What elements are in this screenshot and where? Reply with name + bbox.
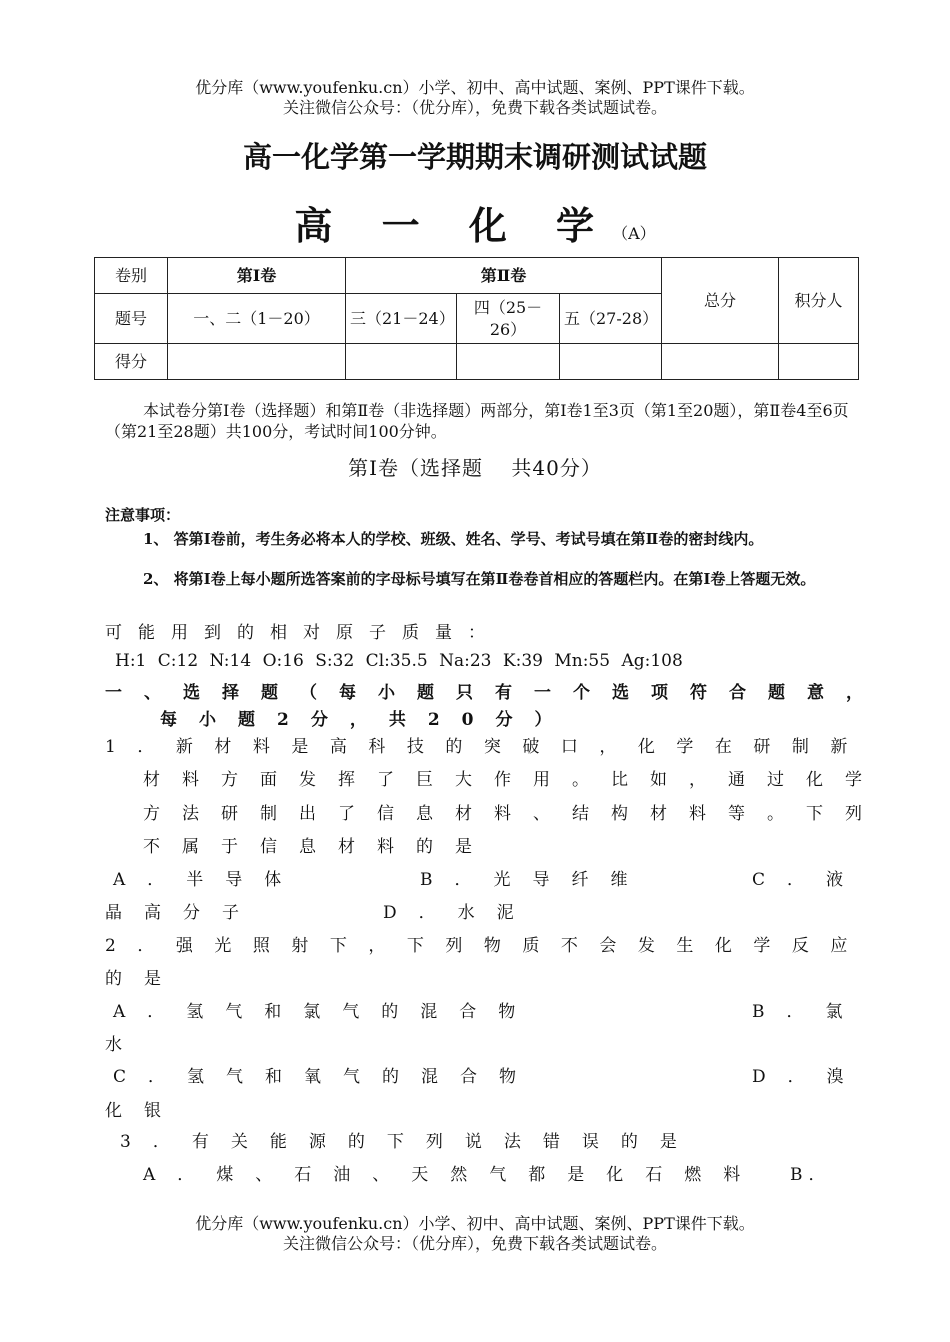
q2-line-1: 2．强光照射下，下列物质不会发生化学反应 (105, 936, 869, 956)
q1-line-4: 不属于信息材料的是 (143, 837, 494, 857)
score-input-3[interactable] (457, 344, 560, 380)
q2-option-c[interactable]: C．氢气和氧气的混合物 (113, 1067, 539, 1087)
q1-line-2: 材料方面发挥了巨大作用。比如，通过化学 (143, 770, 884, 790)
header-line-2: 关注微信公众号：（优分库），免费下载各类试题试卷。 (282, 98, 667, 117)
score-input-1[interactable] (168, 344, 346, 380)
q2-line-2: 的是 (105, 969, 183, 989)
cell-part1: 第Ⅰ卷 (168, 258, 346, 294)
cell-scorer: 积分人 (779, 258, 859, 344)
intro-paragraph: 本试卷分第Ⅰ卷（选择题）和第Ⅱ卷（非选择题）两部分，第Ⅰ卷1至3页（第1至20题），第Ⅱ卷4至6页（第21至28题）共100分，考试时间100分钟。 (105, 401, 849, 441)
q1-option-d[interactable]: D．水泥 (383, 903, 536, 923)
cell-q27-28: 五（27-28） (560, 294, 662, 344)
cell-q25-26: 四（25－26） (457, 294, 560, 344)
cell-defen: 得分 (95, 344, 168, 380)
score-input-4[interactable] (560, 344, 662, 380)
q1-line-3: 方法研制出了信息材料、结构材料等。下列 (143, 804, 884, 824)
score-input-scorer[interactable] (779, 344, 859, 380)
subject-suffix: （A） (612, 224, 656, 243)
q2-option-b-cont: 水 (105, 1035, 122, 1055)
q1-option-c-cont: 晶高分子 (105, 903, 261, 923)
q3-option-b[interactable]: B． (790, 1165, 832, 1185)
masses-label: 可能用到的相对原子质量： (105, 623, 501, 643)
q2-option-b[interactable]: B．氯 (752, 1002, 865, 1022)
q1-option-a[interactable]: A．半导体 (113, 870, 304, 890)
notes-heading: 注意事项： (105, 506, 181, 524)
q2-option-d-cont: 化银 (105, 1101, 183, 1121)
subject-title (0, 195, 950, 250)
part1-heading-2: 每小题2分，共20分） (160, 710, 574, 730)
subject-name: 高 一 化 学 (294, 203, 613, 248)
exam-title: 高一化学第一学期期末调研测试试题 (242, 140, 707, 174)
q3-line-1: 3．有关能源的下列说法错误的是 (120, 1132, 699, 1152)
footer-line-2: 关注微信公众号：（优分库），免费下载各类试题试卷。 (282, 1234, 667, 1253)
cell-total: 总分 (662, 258, 779, 344)
cell-tihao: 题号 (95, 294, 168, 344)
atomic-masses: H:1 C:12 N:14 O:16 S:32 Cl:35.5 Na:23 K:39 Mn:55 Ag:108 (115, 651, 683, 671)
q2-option-a[interactable]: A．氢气和氯气的混合物 (113, 1002, 538, 1022)
q3-option-a[interactable]: A．煤、石油、天然气都是化石燃料 (143, 1165, 763, 1185)
cell-q1-20: 一、二（1－20） (168, 294, 346, 344)
footer-line-1: 优分库（www.youfenku.cn）小学、初中、高中试题、案例、PPT课件下载。 (195, 1214, 755, 1233)
notes-item-1: 1、 答第Ⅰ卷前，考生务必将本人的学校、班级、姓名、学号、考试号填在第Ⅱ卷的密封线内。 (143, 530, 764, 548)
score-input-2[interactable] (346, 344, 457, 380)
q1-option-c[interactable]: C．液 (752, 870, 866, 890)
section-heading: 第Ⅰ卷（选择题 共40分） (348, 456, 602, 480)
notes-item-2: 2、 将第Ⅰ卷上每小题所选答案前的字母标号填写在第Ⅱ卷卷首相应的答题栏内。在第Ⅰ卷上答题无效。 (143, 570, 816, 588)
cell-q21-24: 三（21－24） (346, 294, 457, 344)
part1-heading: 一、选择题（每小题只有一个选项符合题意， (105, 683, 885, 703)
q2-option-d[interactable]: D．溴 (752, 1067, 866, 1087)
cell-part2: 第Ⅱ卷 (346, 258, 662, 294)
q1-option-b[interactable]: B．光导纤维 (420, 870, 650, 890)
score-input-total[interactable] (662, 344, 779, 380)
score-table (94, 257, 859, 380)
q1-line-1: 1．新材料是高科技的突破口，化学在研制新 (105, 737, 869, 757)
cell-juanbie: 卷别 (95, 258, 168, 294)
header-line-1: 优分库（www.youfenku.cn）小学、初中、高中试题、案例、PPT课件下载。 (195, 78, 755, 97)
